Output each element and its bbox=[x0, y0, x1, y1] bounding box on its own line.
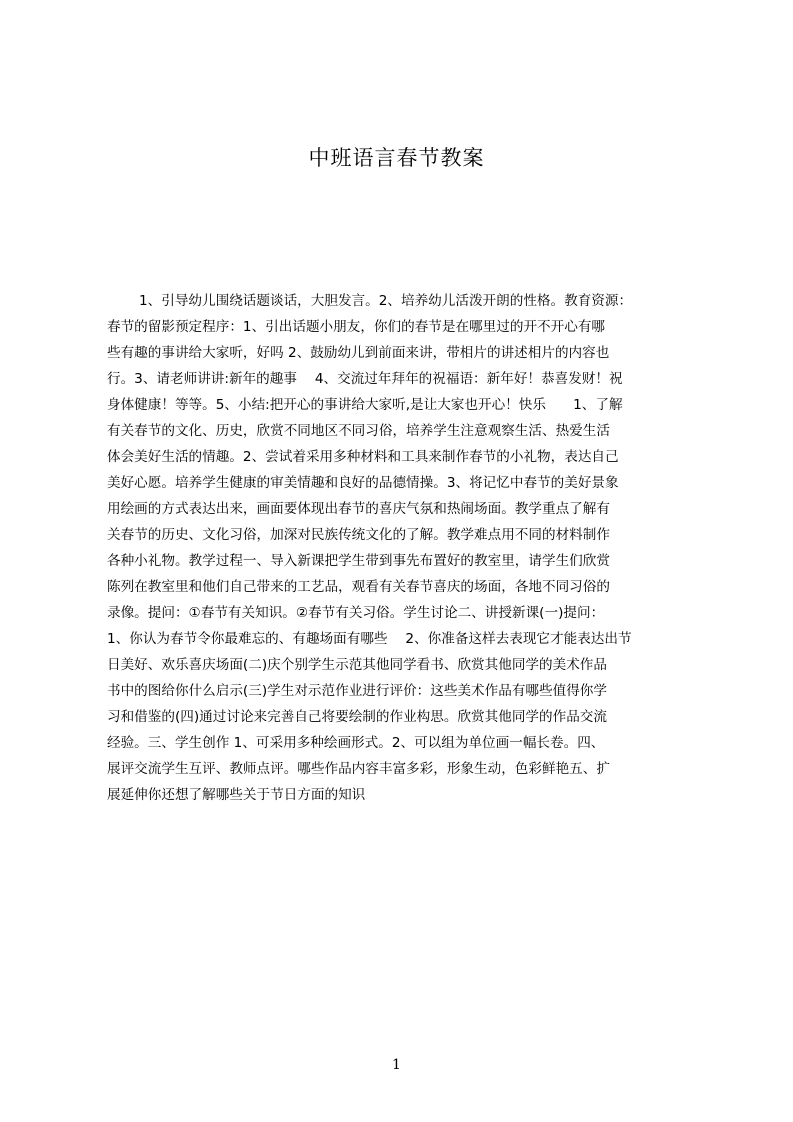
body-line: 展评交流学生互评、教师点评。哪些作品内容丰富多彩，形象生动，色彩鲜艳五、扩 bbox=[107, 761, 610, 777]
body-line: 春节的留影预定程序：1、引出话题小朋友，你们的春节是在哪里过的开不开心有哪 bbox=[107, 319, 606, 335]
body-line: 身体健康！等等。5、小结:把开心的事讲给大家听,是让大家也开心！快乐 1、了解 bbox=[107, 397, 623, 413]
body-line: 习和借鉴的(四)通过讨论来完善自己将要绘制的作业构思。欣赏其他同学的作品交流 bbox=[107, 709, 607, 725]
body-line: 有关春节的文化、历史，欣赏不同地区不同习俗，培养学生注意观察生活、热爱生活 bbox=[107, 423, 610, 439]
body-line: 用绘画的方式表达出来，画面要体现出春节的喜庆气氛和热闹场面。教学重点了解有 bbox=[107, 501, 610, 517]
body-line: 些有趣的事讲给大家听，好吗 2、鼓励幼儿到前面来讲，带相片的讲述相片的内容也 bbox=[107, 345, 610, 361]
document-title: 中班语言春节教案 bbox=[308, 146, 485, 170]
body-line: 各种小礼物。教学过程一、导入新课把学生带到事先布置好的教室里，请学生们欣赏 bbox=[107, 553, 610, 569]
body-line: 录像。提问：①春节有关知识。②春节有关习俗。学生讨论二、讲授新课(一)提问： bbox=[107, 605, 605, 621]
body-line: 1、引导幼儿围绕话题谈话，大胆发言。2、培养幼儿活泼开朗的性格。教育资源： bbox=[139, 293, 633, 309]
page-number: 1 bbox=[392, 1057, 401, 1073]
body-line: 行。3、请老师讲讲:新年的趣事 4、交流过年拜年的祝福语：新年好！恭喜发财！祝 bbox=[107, 371, 623, 387]
body-line: 经验。三、学生创作 1、可采用多种绘画形式。2、可以组为单位画一幅长卷。四、 bbox=[107, 735, 605, 751]
body-line: 陈列在教室里和他们自己带来的工艺品，观看有关春节喜庆的场面，各地不同习俗的 bbox=[107, 579, 610, 595]
body-line: 美好心愿。培养学生健康的审美情趣和良好的品德情操。3、将记忆中春节的美好景象 bbox=[107, 475, 619, 491]
document-body bbox=[107, 288, 703, 808]
body-line: 展延伸你还想了解哪些关于节日方面的知识 bbox=[107, 787, 366, 803]
body-line: 关春节的历史、文化习俗，加深对民族传统文化的了解。教学难点用不同的材料制作 bbox=[107, 527, 610, 543]
body-line: 日美好、欢乐喜庆场面(二)庆个别学生示范其他同学看书、欣赏其他同学的美术作品 bbox=[107, 657, 607, 673]
body-line: 书中的图给你什么启示(三)学生对示范作业进行评价：这些美术作品有哪些值得你学 bbox=[107, 683, 607, 699]
body-line: 体会美好生活的情趣。2、尝试着采用多种材料和工具来制作春节的小礼物，表达自己 bbox=[107, 449, 619, 465]
body-line: 1、你认为春节令你最难忘的、有趣场面有哪些 2、你准备这样去表现它才能表达出节 bbox=[107, 631, 632, 647]
